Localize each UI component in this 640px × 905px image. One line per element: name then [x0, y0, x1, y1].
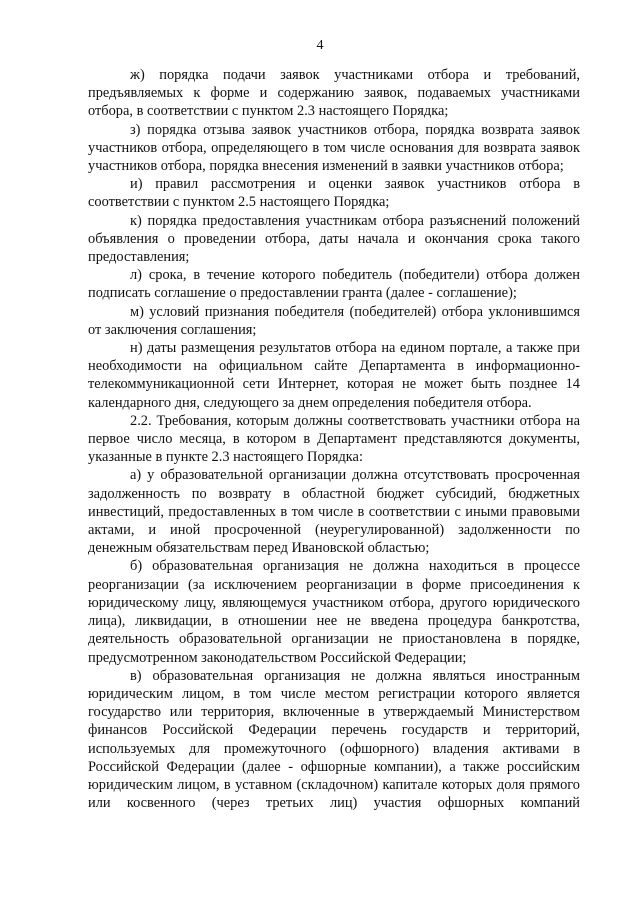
document-body — [88, 66, 580, 812]
paragraph-n: н) даты размещения результатов отбора на едином портале, а также при необходимости на официальном сайте Департамента в информационно-телекоммуникационной сети Интернет, которая не может быть позднее 14 календарного дня, следующего за днем определения победителя отбора. — [88, 340, 580, 411]
paragraph-2-2: 2.2. Требования, которым должны соответствовать участники отбора на первое число месяца, в котором в Департамент представляются документы, указанные в пункте 2.3 настоящего Порядка: — [88, 412, 580, 466]
paragraph-k: к) порядка предоставления участникам отбора разъяснений положений объявления о проведении отбора, даты начала и окончания срока такого предоставления; — [88, 212, 580, 266]
paragraph-m: м) условий признания победителя (победителей) отбора уклонившимся от заключения соглашения; — [88, 303, 580, 338]
paragraph-zh: ж) порядка подачи заявок участниками отбора и требований, предъявляемых к форме и содержанию заявок, подаваемых участниками отбора, в соответствии с пунктом 2.3 настоящего Порядка; — [88, 67, 580, 120]
paragraph-v: в) образовательная организация не должна являться иностранным юридическим лицом, в том числе местом регистрации которого является государство или территория, включенные в утверждаемый Министерством финансов Российской Федерации перечень государств и территорий, используемых для промежуточного (офшорного) владения активами в Российской Федерации (далее - офшорные компании), а также российским юридическим лицом, в уставном (складочном) капитале которых доля прямого или косвенного (через третьих лиц) участия офшорных компаний — [88, 667, 580, 812]
paragraph-a: а) у образовательной организации должна отсутствовать просроченная задолженность по возврату в областной бюджет субсидий, бюджетных инвестиций, предоставленных в том числе в соответствии с иными правовыми актами, и иной просроченной (неурегулированной) задолженности по денежным обязательствам перед Ивановской областью; — [88, 467, 580, 557]
paragraph-l: л) срока, в течение которого победитель (победители) отбора должен подписать соглашение о предоставлении гранта (далее - соглашение); — [88, 267, 580, 302]
paragraph-z: з) порядка отзыва заявок участников отбора, порядка возврата заявок участников отбора, определяющего в том числе основания для возврата заявок участников отбора, порядка внесения изменений в заявки участников отбора; — [88, 121, 580, 175]
page-number: 4 — [316, 38, 324, 53]
paragraph-i: и) правил рассмотрения и оценки заявок участников отбора в соответствии с пунктом 2.5 настоящего Порядка; — [88, 176, 580, 211]
paragraph-b: б) образовательная организация не должна находиться в процессе реорганизации (за исключением реорганизации в форме присоединения к юридическому лицу, являющемуся участником отбора, другого юридического лица), ликвидации, в отношении нее не введена процедура банкротства, деятельность образовательной организации не приостановлена в порядке, предусмотренном законодательством Российской Федерации; — [88, 558, 580, 666]
